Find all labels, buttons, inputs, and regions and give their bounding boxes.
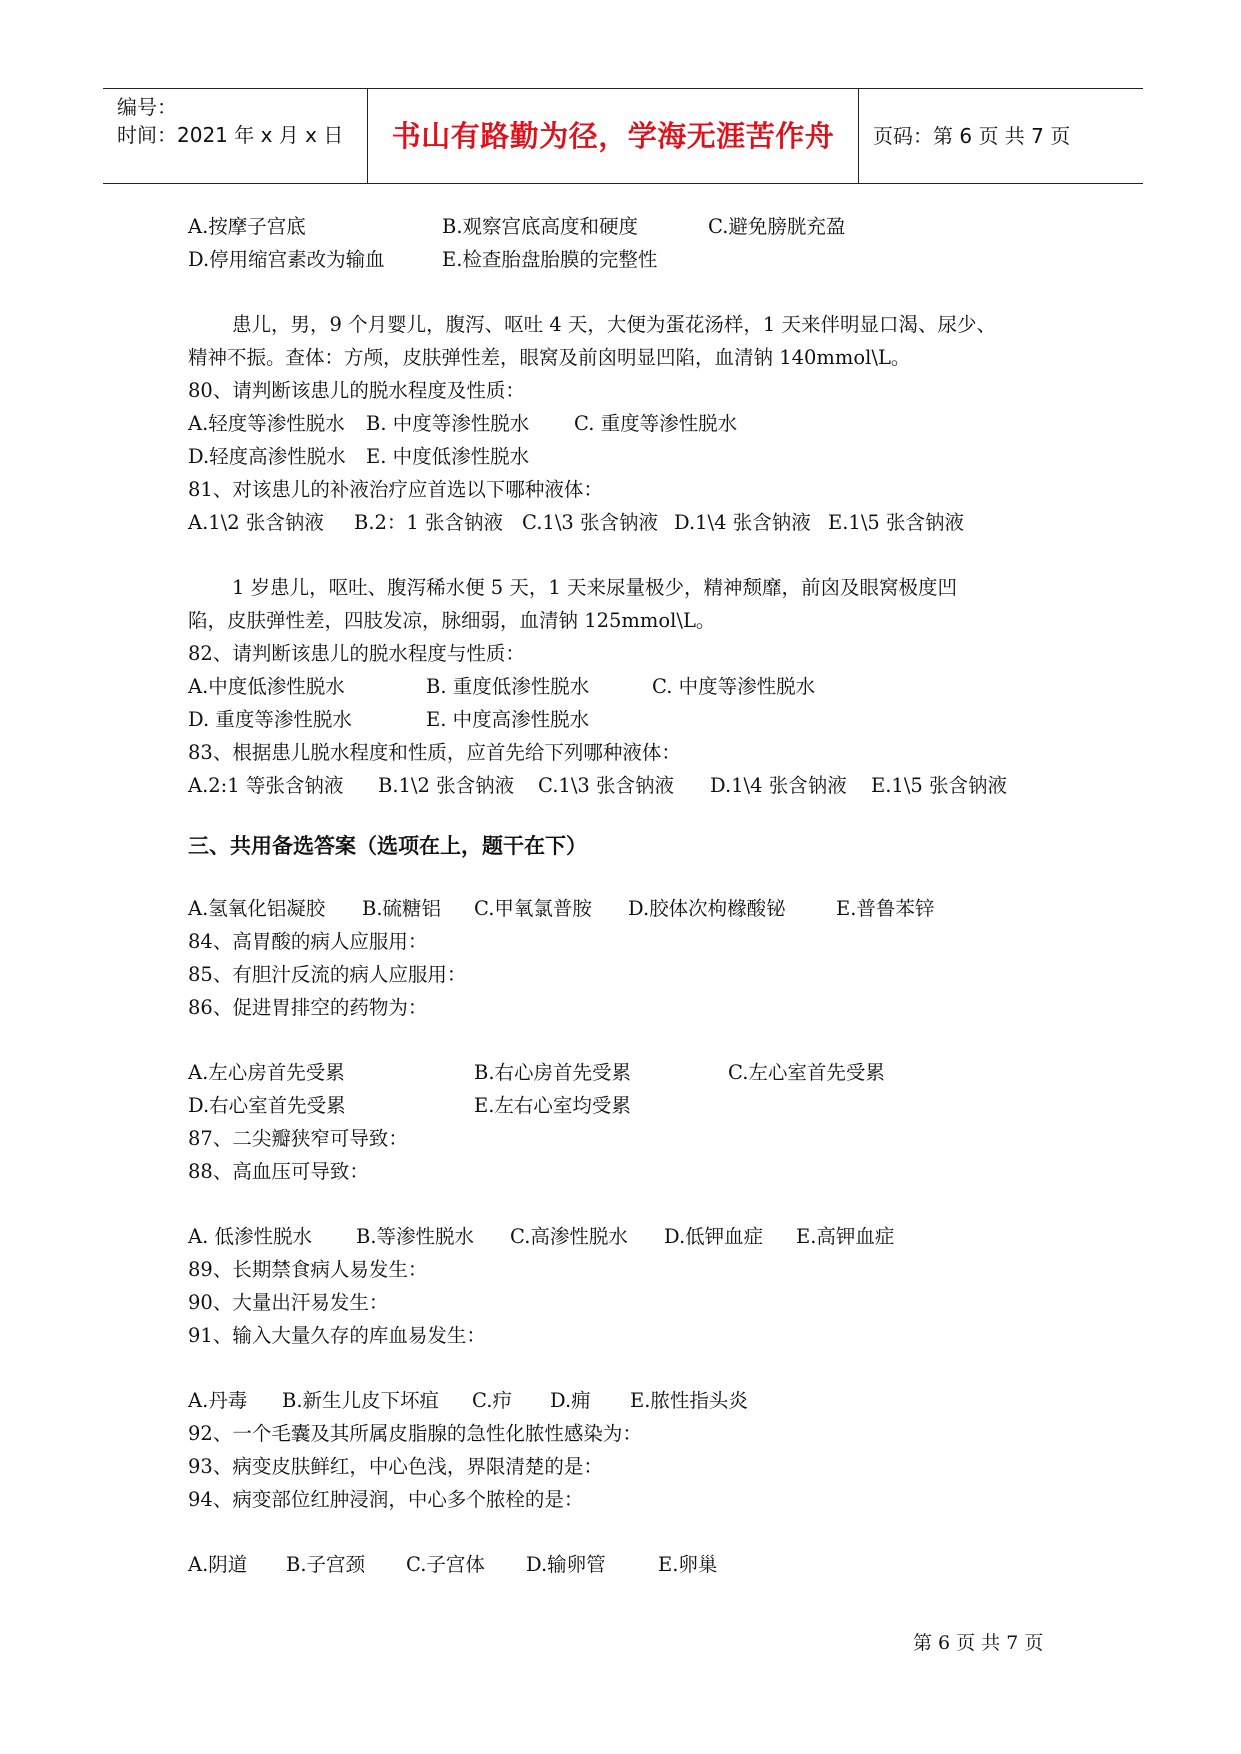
question: 89、长期禁食病人易发生： bbox=[188, 1258, 428, 1281]
option-row bbox=[188, 407, 1088, 440]
option: D.1\4 张含钠液 bbox=[710, 774, 847, 797]
header-divider bbox=[858, 89, 859, 183]
option: A.2:1 等张含钠液 bbox=[188, 774, 344, 797]
question: 88、高血压可导致： bbox=[188, 1160, 369, 1183]
option: B.子宫颈 bbox=[286, 1553, 366, 1576]
question: 83、根据患儿脱水程度和性质，应首先给下列哪种液体： bbox=[188, 741, 681, 764]
option: A.轻度等渗性脱水 bbox=[188, 412, 345, 435]
question: 91、输入大量久存的库血易发生： bbox=[188, 1324, 486, 1347]
option: E.1\5 张含钠液 bbox=[828, 511, 965, 534]
option: B.观察宫底高度和硬度 bbox=[442, 215, 639, 238]
option: B.新生儿皮下坏疽 bbox=[282, 1389, 440, 1412]
option: A.左心房首先受累 bbox=[188, 1061, 345, 1084]
option: C.甲氧氯普胺 bbox=[474, 897, 592, 920]
option: B. 中度等渗性脱水 bbox=[366, 412, 530, 435]
question: 93、病变皮肤鲜红，中心色浅，界限清楚的是： bbox=[188, 1455, 603, 1478]
option-row bbox=[188, 892, 1088, 925]
option: C.1\3 张含钠液 bbox=[538, 774, 675, 797]
doc-number-label: 编号： bbox=[117, 95, 177, 119]
option: B. 重度低渗性脱水 bbox=[426, 675, 590, 698]
question: 87、二尖瓣狭窄可导致： bbox=[188, 1127, 408, 1150]
option: A.中度低渗性脱水 bbox=[188, 675, 345, 698]
option: D.低钾血症 bbox=[664, 1225, 764, 1248]
option: C.子宫体 bbox=[406, 1553, 485, 1576]
option: C.避免膀胱充盈 bbox=[708, 215, 846, 238]
page-content bbox=[188, 210, 1088, 1581]
spacer bbox=[188, 1188, 1088, 1220]
spacer bbox=[188, 802, 1088, 826]
page-footer: 第 6 页 共 7 页 bbox=[913, 1632, 1044, 1654]
case-text: 精神不振。查体：方颅，皮肤弹性差，眼窝及前囟明显凹陷，血清钠 140mmol\L。 bbox=[188, 346, 911, 369]
option: E.脓性指头炎 bbox=[630, 1389, 748, 1412]
option: E.1\5 张含钠液 bbox=[871, 774, 1008, 797]
option-row bbox=[188, 769, 1088, 802]
header-meta bbox=[117, 93, 343, 149]
option-row bbox=[188, 440, 1088, 473]
option: A.阴道 bbox=[188, 1553, 248, 1576]
option: A.按摩子宫底 bbox=[188, 215, 306, 238]
option: D.右心室首先受累 bbox=[188, 1094, 346, 1117]
option: D.轻度高渗性脱水 bbox=[188, 445, 346, 468]
option: E.高钾血症 bbox=[796, 1225, 895, 1248]
option-row bbox=[188, 1220, 1088, 1253]
option: E.左右心室均受累 bbox=[474, 1094, 631, 1117]
header-divider bbox=[367, 89, 368, 183]
page-header bbox=[103, 88, 1143, 184]
option-row bbox=[188, 1089, 1088, 1122]
question: 92、一个毛囊及其所属皮脂腺的急性化脓性感染为： bbox=[188, 1422, 642, 1445]
option-row bbox=[188, 703, 1088, 736]
question: 82、请判断该患儿的脱水程度与性质： bbox=[188, 642, 525, 665]
option: A.氢氧化铝凝胶 bbox=[188, 897, 326, 920]
header-page-number: 页码：第 6 页 共 7 页 bbox=[873, 124, 1071, 148]
option: D. 重度等渗性脱水 bbox=[188, 708, 352, 731]
option-row bbox=[188, 243, 1088, 276]
spacer bbox=[188, 1024, 1088, 1056]
option: C.左心室首先受累 bbox=[728, 1061, 885, 1084]
case-text: 陷，皮肤弹性差，四肢发凉，脉细弱，血清钠 125mmol\L。 bbox=[188, 609, 716, 632]
spacer bbox=[188, 539, 1088, 571]
option: B.右心房首先受累 bbox=[474, 1061, 632, 1084]
option: E.普鲁苯锌 bbox=[836, 897, 935, 920]
option: B.等渗性脱水 bbox=[356, 1225, 475, 1248]
option-row bbox=[188, 1384, 1088, 1417]
option: D.痈 bbox=[550, 1389, 591, 1412]
spacer bbox=[188, 1516, 1088, 1548]
option: E. 中度高渗性脱水 bbox=[426, 708, 590, 731]
option: A.1\2 张含钠液 bbox=[188, 511, 324, 534]
option: B.2：1 张含钠液 bbox=[354, 511, 504, 534]
case-text: 患儿，男，9 个月婴儿，腹泻、呕吐 4 天，大便为蛋花汤样，1 天来伴明显口渴、尿少、 bbox=[232, 313, 997, 336]
option: E.检查胎盘胎膜的完整性 bbox=[442, 248, 658, 271]
question: 80、请判断该患儿的脱水程度及性质： bbox=[188, 379, 525, 402]
spacer bbox=[188, 866, 1088, 892]
option: D.胶体次枸橼酸铋 bbox=[628, 897, 786, 920]
question: 86、促进胃排空的药物为： bbox=[188, 996, 428, 1019]
option: D.输卵管 bbox=[526, 1553, 606, 1576]
option: E. 中度低渗性脱水 bbox=[366, 445, 530, 468]
option: B.硫糖铝 bbox=[362, 897, 442, 920]
spacer bbox=[188, 276, 1088, 308]
option: D.停用缩宫素改为输血 bbox=[188, 248, 385, 271]
option: E.卵巢 bbox=[658, 1553, 718, 1576]
spacer bbox=[188, 1352, 1088, 1384]
question: 84、高胃酸的病人应服用： bbox=[188, 930, 428, 953]
option: C. 中度等渗性脱水 bbox=[652, 675, 816, 698]
option-row bbox=[188, 1548, 1088, 1581]
question: 81、对该患儿的补液治疗应首选以下哪种液体： bbox=[188, 478, 603, 501]
option-row bbox=[188, 506, 1088, 539]
question: 94、病变部位红肿浸润，中心多个脓栓的是： bbox=[188, 1488, 584, 1511]
question: 90、大量出汗易发生： bbox=[188, 1291, 389, 1314]
option: D.1\4 张含钠液 bbox=[674, 511, 811, 534]
section-title: 三、共用备选答案（选项在上，题干在下） bbox=[188, 834, 587, 858]
option-row bbox=[188, 210, 1088, 243]
question: 85、有胆汁反流的病人应服用： bbox=[188, 963, 467, 986]
option: B.1\2 张含钠液 bbox=[378, 774, 515, 797]
option: C. 重度等渗性脱水 bbox=[574, 412, 738, 435]
option-row bbox=[188, 1056, 1088, 1089]
doc-time-label: 时间：2021 年 x 月 x 日 bbox=[117, 123, 344, 147]
option-row bbox=[188, 670, 1088, 703]
option: A. 低渗性脱水 bbox=[188, 1225, 312, 1248]
case-text: 1 岁患儿，呕吐、腹泻稀水便 5 天，1 天来尿量极少，精神颓靡，前囟及眼窝极度凹 bbox=[232, 576, 958, 599]
option: A.丹毒 bbox=[188, 1389, 248, 1412]
header-motto: 书山有路勤为径，学海无涯苦作舟 bbox=[391, 119, 835, 153]
option: C.疖 bbox=[472, 1389, 512, 1412]
option: C.1\3 张含钠液 bbox=[522, 511, 659, 534]
option: C.高渗性脱水 bbox=[510, 1225, 628, 1248]
